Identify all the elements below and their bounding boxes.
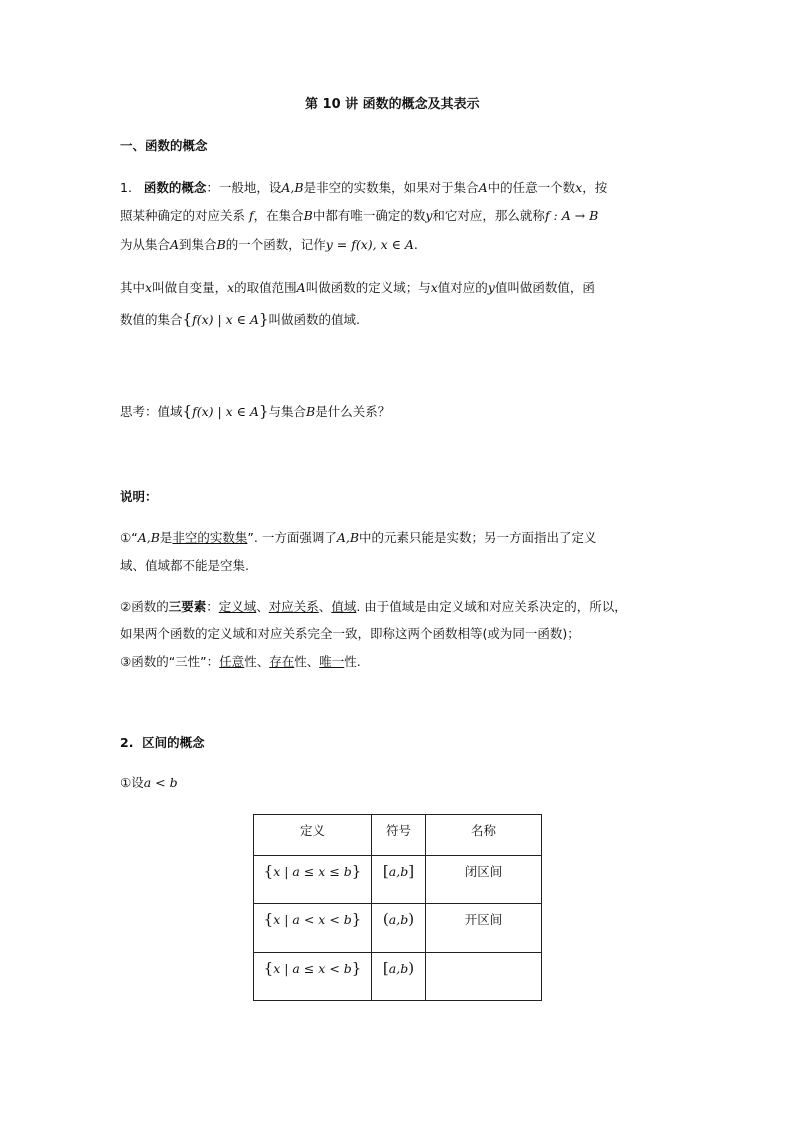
math-a-lt-b: a < b — [143, 775, 178, 790]
brace-right: } — [351, 862, 362, 880]
math-set: x | a ≤ x ≤ b — [273, 864, 352, 879]
text: 、 — [318, 599, 332, 614]
table-row — [254, 953, 542, 1001]
math-range-set: f(x) | x ∈ A — [192, 404, 259, 419]
table-cell-symbol — [372, 953, 426, 1001]
text: ②函数的 — [120, 599, 169, 614]
table-header-row — [254, 815, 542, 856]
text: 的取值范围 — [234, 280, 297, 295]
text: 中的元素只能是实数；另一方面指出了定义 — [359, 530, 597, 545]
table-cell-definition — [254, 856, 372, 904]
math-y: y — [487, 280, 495, 295]
item1-line3 — [120, 235, 418, 255]
math-set: x | a < x < b — [273, 912, 352, 927]
text: 数值的集合 — [120, 312, 183, 327]
note1-line1 — [120, 528, 597, 548]
bold-term: 三要素 — [168, 599, 207, 614]
text: 是什么关系？ — [315, 404, 391, 419]
math-A: A — [170, 237, 180, 252]
text: ，按 — [582, 180, 608, 195]
brace-left: { — [182, 402, 193, 420]
page-title: 第 10 讲 函数的概念及其表示 — [305, 97, 480, 112]
text: 其中 — [120, 280, 146, 295]
underlined-term: 值域 — [331, 599, 357, 614]
math-B: B — [216, 237, 226, 252]
math-AB: A,B — [137, 530, 160, 545]
math-range-set: f(x) | x ∈ A — [192, 312, 259, 327]
math-AB: A,B — [336, 530, 360, 545]
math-mapping: f : A → B — [544, 208, 599, 223]
item1-line2 — [120, 206, 598, 226]
brace-right: } — [351, 910, 362, 928]
math-interval: a,b — [388, 912, 409, 927]
para2-line1 — [120, 278, 595, 298]
table-cell-name — [426, 953, 542, 1001]
math-set: x | a ≤ x < b — [273, 961, 352, 976]
math-x: x — [145, 280, 153, 295]
para2-line2 — [120, 309, 360, 330]
text: 性、 — [294, 654, 320, 669]
math-interval: a,b — [388, 961, 409, 976]
item1-line1 — [120, 178, 607, 198]
interval-table — [253, 814, 542, 1001]
text: 性. — [344, 654, 361, 669]
underlined-term: 非空的实数集 — [172, 530, 248, 545]
math-function-notation: y = f(x), x ∈ A — [325, 237, 414, 252]
table-cell-definition — [254, 953, 372, 1001]
math-B: B — [303, 208, 313, 223]
table-cell-symbol — [372, 904, 426, 953]
text: ①“ — [120, 530, 138, 545]
text: ①设 — [120, 775, 144, 790]
text: 思考：值域 — [120, 404, 183, 419]
text: 性、 — [244, 654, 270, 669]
text: . — [413, 237, 418, 252]
text: ③函数的“三性”： — [120, 654, 220, 669]
item1-number: 1. — [120, 180, 132, 195]
brace-right: } — [258, 402, 269, 420]
table-row — [254, 904, 542, 953]
text: 照某种确定的对应关系 — [120, 208, 246, 223]
text: 是 — [159, 530, 173, 545]
text: ”. 一方面强调了 — [247, 530, 337, 545]
text: 叫做函数的值域. — [268, 312, 360, 327]
table-header-cell: 名称 — [426, 815, 542, 856]
table-header-cell: 符号 — [372, 815, 426, 856]
underlined-term: 定义域 — [218, 599, 257, 614]
table-header-cell: 定义 — [254, 815, 372, 856]
bracket-right: ] — [408, 862, 415, 880]
math-x: x — [430, 280, 438, 295]
text: ：一般地，设 — [206, 180, 282, 195]
math-y: y — [425, 208, 433, 223]
note2-line2: 如果两个函数的定义域和对应关系完全一致，即称这两个函数相等(或为同一函数)； — [120, 626, 580, 641]
brace-left: { — [263, 910, 274, 928]
text: 与集合 — [268, 404, 306, 419]
text: ，在集合 — [253, 208, 304, 223]
text: 到集合 — [179, 237, 217, 252]
text: 是非空的实数集，如果对于集合 — [303, 180, 479, 195]
text: 值叫做函数值，函 — [494, 280, 595, 295]
underlined-term: 任意 — [219, 654, 245, 669]
bracket-right: ) — [408, 959, 415, 977]
think-question — [120, 401, 390, 422]
underlined-term: 唯一 — [319, 654, 345, 669]
text: 为从集合 — [120, 237, 171, 252]
bracket-left: [ — [382, 959, 389, 977]
text: 叫做自变量， — [152, 280, 228, 295]
underlined-term: 对应关系 — [268, 599, 319, 614]
math-f: f — [249, 208, 254, 223]
math-A: A — [478, 180, 488, 195]
explain-heading: 说明： — [120, 489, 158, 504]
math-A: A — [296, 280, 306, 295]
math-AB: A,B — [281, 180, 304, 195]
table-cell-name: 闭区间 — [426, 856, 542, 904]
text: 的一个函数，记作 — [225, 237, 326, 252]
underlined-term: 存在 — [269, 654, 295, 669]
text: . 由于值域是由定义域和对应关系决定的，所以， — [356, 599, 627, 614]
text: 中的任意一个数 — [487, 180, 576, 195]
table-row — [254, 856, 542, 904]
text: 、 — [256, 599, 269, 614]
section1-heading: 一、函数的概念 — [120, 138, 208, 153]
section2-heading — [120, 733, 205, 753]
math-x: x — [227, 280, 235, 295]
text: 叫做函数的定义域；与 — [305, 280, 431, 295]
section2-number: 2. — [120, 735, 134, 750]
text: 中都有唯一确定的数 — [312, 208, 426, 223]
brace-right: } — [351, 959, 362, 977]
section2-title: 区间的概念 — [142, 735, 205, 750]
text: 值对应的 — [437, 280, 488, 295]
text: 和它对应，那么就称 — [432, 208, 545, 223]
section2-sub-a — [120, 773, 178, 793]
note1-line2: 域、值域都不能是空集. — [120, 558, 249, 573]
table-cell-symbol — [372, 856, 426, 904]
brace-right: } — [258, 310, 269, 328]
math-interval: a,b — [388, 864, 409, 879]
item1-label: 函数的概念 — [143, 180, 207, 195]
brace-left: { — [182, 310, 193, 328]
text: ： — [206, 599, 219, 614]
bracket-left: [ — [382, 862, 389, 880]
brace-left: { — [263, 959, 274, 977]
math-x: x — [575, 180, 583, 195]
note2-line1 — [120, 597, 627, 617]
bracket-right: ) — [408, 910, 415, 928]
brace-left: { — [263, 862, 274, 880]
note3-line — [120, 652, 361, 672]
bracket-left: ( — [382, 910, 389, 928]
table-cell-name: 开区间 — [426, 904, 542, 953]
math-B: B — [306, 404, 316, 419]
table-cell-definition — [254, 904, 372, 953]
